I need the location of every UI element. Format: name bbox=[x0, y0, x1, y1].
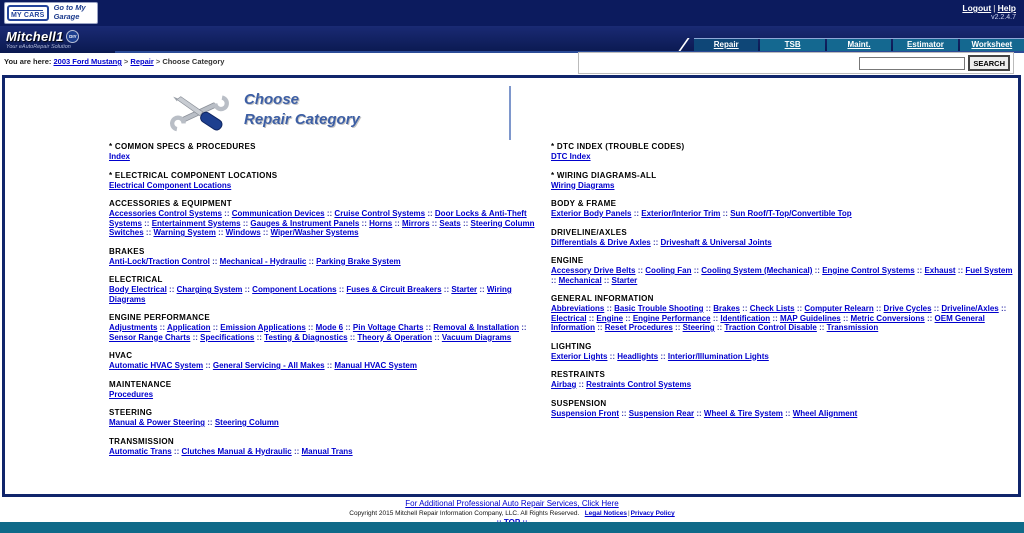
category-link[interactable]: Warning System bbox=[153, 228, 216, 237]
category-section bbox=[109, 408, 543, 428]
category-links bbox=[551, 238, 1013, 248]
link-separator: :: bbox=[359, 218, 370, 228]
license-plate-icon bbox=[7, 5, 49, 21]
category-link[interactable]: Fuel System bbox=[965, 266, 1013, 275]
category-links bbox=[551, 304, 1013, 333]
category-link[interactable]: Mirrors bbox=[402, 218, 430, 228]
search-panel bbox=[578, 52, 1014, 74]
category-link[interactable]: Charging System bbox=[176, 285, 243, 294]
category-links bbox=[551, 352, 1013, 362]
logo-tagline: Your eAutoRepair Solution bbox=[6, 44, 71, 50]
category-link[interactable]: Adjustments bbox=[109, 323, 158, 332]
category-link[interactable]: Procedures bbox=[109, 389, 154, 399]
category-links bbox=[109, 285, 543, 304]
category-section bbox=[109, 351, 543, 371]
link-separator: :: bbox=[392, 218, 403, 228]
main-content bbox=[2, 75, 1021, 497]
category-link[interactable]: Engine bbox=[596, 313, 624, 323]
category-heading: MAINTENANCE bbox=[109, 379, 172, 389]
category-column-left bbox=[109, 142, 543, 465]
category-section bbox=[551, 342, 1013, 362]
my-cars-label: MY CARS bbox=[11, 11, 45, 19]
link-separator: :: bbox=[710, 313, 721, 323]
link-separator: :: bbox=[794, 304, 805, 313]
category-column-right bbox=[551, 142, 1013, 465]
link-separator: :: bbox=[336, 285, 347, 294]
tab-worksheet[interactable]: Worksheet bbox=[960, 39, 1024, 51]
category-link[interactable]: Steering bbox=[682, 323, 715, 332]
session-links bbox=[962, 3, 1016, 21]
category-links bbox=[109, 181, 543, 191]
link-separator: :: bbox=[221, 209, 232, 218]
plate-decoration bbox=[13, 8, 43, 11]
category-links bbox=[551, 409, 1013, 419]
category-heading: LIGHTING bbox=[551, 341, 592, 351]
category-link[interactable]: Identification bbox=[720, 313, 771, 323]
category-link[interactable]: Accessory Drive Belts bbox=[551, 266, 636, 275]
category-heading: DRIVELINE/AXLES bbox=[551, 227, 628, 237]
category-link[interactable]: Restraints Control Systems bbox=[586, 380, 692, 389]
link-separator: :: bbox=[601, 275, 612, 285]
category-link[interactable]: Windows bbox=[225, 228, 261, 237]
category-link[interactable]: Automatic HVAC System bbox=[109, 361, 204, 370]
category-link[interactable]: Parking Brake System bbox=[316, 256, 401, 266]
link-separator: :: bbox=[209, 256, 220, 266]
category-link[interactable]: Driveshaft & Universal Joints bbox=[660, 237, 772, 247]
link-separator: :: bbox=[460, 218, 471, 228]
category-link[interactable]: Suspension Rear bbox=[628, 408, 695, 418]
category-link[interactable]: Manual HVAC System bbox=[334, 361, 417, 370]
link-separator: :: bbox=[873, 304, 884, 313]
link-separator: :: bbox=[166, 285, 177, 294]
category-link[interactable]: MAP Guidelines bbox=[779, 313, 841, 323]
link-separator: :: bbox=[607, 351, 618, 361]
tab-diagonal-decoration bbox=[676, 38, 692, 51]
link-separator: :: bbox=[205, 418, 215, 427]
category-link[interactable]: Testing & Diagnostics bbox=[264, 332, 348, 342]
tab-maint[interactable]: Maint. bbox=[827, 39, 891, 51]
header-divider bbox=[509, 86, 511, 140]
category-links bbox=[109, 152, 543, 162]
category-link[interactable]: Wiring Diagrams bbox=[551, 180, 615, 190]
link-separator: :: bbox=[291, 446, 302, 456]
category-link[interactable]: Cooling System (Mechanical) bbox=[701, 266, 813, 275]
link-separator: :: bbox=[190, 332, 201, 342]
search-input[interactable] bbox=[859, 57, 965, 70]
category-heading: ENGINE PERFORMANCE bbox=[109, 313, 210, 322]
link-separator: :: bbox=[840, 313, 851, 323]
category-link[interactable]: Accessories Control Systems bbox=[109, 209, 222, 218]
link-separator: :: bbox=[203, 361, 213, 370]
category-heading: * COMMON SPECS & PROCEDURES bbox=[109, 142, 256, 151]
category-links bbox=[551, 181, 1013, 191]
category-link[interactable]: Steering Column bbox=[214, 418, 279, 427]
help-link[interactable]: Help bbox=[997, 3, 1016, 13]
category-section bbox=[551, 399, 1013, 419]
link-separator: :: bbox=[720, 209, 731, 218]
category-link[interactable]: Headlights bbox=[617, 351, 659, 361]
link-separator: :: bbox=[260, 228, 271, 237]
category-link[interactable]: Anti-Lock/Traction Control bbox=[109, 256, 210, 266]
breadcrumb-separator: > bbox=[121, 57, 131, 66]
category-link[interactable]: Removal & Installation bbox=[433, 323, 520, 332]
category-links bbox=[109, 390, 543, 400]
category-link[interactable]: Gauges & Instrument Panels bbox=[250, 218, 360, 228]
category-heading: RESTRAINTS bbox=[551, 370, 606, 379]
category-link[interactable]: Door Locks & Anti-Theft Systems bbox=[109, 209, 527, 228]
category-link[interactable]: Clutches Manual & Hydraulic bbox=[181, 446, 292, 456]
category-link[interactable]: Fuses & Circuit Breakers bbox=[346, 285, 442, 294]
logout-link[interactable]: Logout bbox=[962, 3, 992, 13]
category-section bbox=[109, 380, 543, 400]
category-link[interactable]: Transmission bbox=[826, 323, 879, 332]
links-pipe: | bbox=[993, 3, 996, 13]
category-link[interactable]: Manual & Power Steering bbox=[109, 418, 206, 427]
category-link[interactable]: Starter bbox=[451, 285, 478, 294]
link-separator: :: bbox=[650, 237, 661, 247]
category-section bbox=[551, 171, 1013, 191]
breadcrumb-items bbox=[53, 57, 224, 66]
category-heading: * ELECTRICAL COMPONENT LOCATIONS bbox=[109, 170, 278, 180]
link-separator: :: bbox=[955, 266, 966, 275]
link-separator: :: bbox=[586, 313, 597, 323]
page-title-line2: Repair Category bbox=[244, 111, 360, 128]
category-link[interactable]: Computer Relearn bbox=[804, 304, 874, 313]
category-section bbox=[109, 199, 543, 238]
link-separator: :: bbox=[812, 266, 823, 275]
category-heading: SUSPENSION bbox=[551, 398, 607, 408]
link-separator: :: bbox=[519, 323, 527, 332]
mitchell1-logo bbox=[6, 29, 79, 50]
footer-pipe: | bbox=[627, 510, 630, 517]
category-link[interactable]: Steering Column Switches bbox=[109, 218, 535, 237]
category-link[interactable]: Application bbox=[166, 323, 211, 332]
category-heading: STEERING bbox=[109, 408, 153, 417]
link-separator: :: bbox=[816, 323, 827, 332]
category-heading: BRAKES bbox=[109, 246, 145, 256]
category-link[interactable]: Reset Procedures bbox=[604, 323, 673, 332]
link-separator: :: bbox=[240, 218, 251, 228]
link-separator: :: bbox=[324, 361, 335, 370]
category-heading: * DTC INDEX (TROUBLE CODES) bbox=[551, 142, 685, 151]
link-separator: :: bbox=[770, 313, 780, 323]
link-separator: :: bbox=[242, 285, 253, 294]
breadcrumb-row bbox=[0, 53, 1024, 75]
link-separator: :: bbox=[998, 304, 1007, 313]
category-heading: HVAC bbox=[109, 351, 133, 360]
breadcrumb-separator: > bbox=[153, 57, 163, 66]
category-section bbox=[551, 228, 1013, 248]
category-section bbox=[551, 370, 1013, 390]
category-section bbox=[109, 142, 543, 162]
category-link[interactable]: Metric Conversions bbox=[850, 313, 925, 323]
tab-bar bbox=[694, 38, 1024, 51]
category-heading: * WIRING DIAGRAMS-ALL bbox=[551, 170, 657, 180]
link-separator: :: bbox=[914, 266, 925, 275]
link-separator: :: bbox=[343, 323, 353, 332]
category-links bbox=[109, 447, 543, 457]
link-separator: :: bbox=[429, 218, 440, 228]
category-link[interactable]: Horns bbox=[369, 218, 393, 228]
category-links bbox=[109, 257, 543, 267]
footer bbox=[0, 497, 1024, 522]
category-link[interactable]: Emission Applications bbox=[220, 323, 306, 332]
tab-estimator[interactable]: Estimator bbox=[893, 39, 957, 51]
category-link[interactable]: Drive Cycles bbox=[883, 304, 932, 313]
category-link[interactable]: Electrical bbox=[551, 313, 587, 323]
category-link[interactable]: Manual Trans bbox=[301, 446, 353, 456]
category-section bbox=[551, 294, 1013, 333]
category-section bbox=[551, 142, 1013, 162]
page-title bbox=[244, 88, 360, 130]
search-button[interactable]: SEARCH bbox=[968, 55, 1010, 71]
category-link[interactable]: Wiper/Washer Systems bbox=[270, 228, 359, 237]
category-links bbox=[109, 209, 543, 238]
category-link[interactable]: Cooling Fan bbox=[645, 266, 692, 275]
crossed-tools-icon bbox=[168, 88, 230, 134]
logo-text: Mitchell1 bbox=[6, 29, 64, 44]
copyright-text: Copyright 2015 Mitchell Repair Information Company, LLC. All Rights Reserved. bbox=[349, 510, 580, 517]
link-separator: :: bbox=[739, 304, 750, 313]
category-link[interactable]: Sun Roof/T-Top/Convertible Top bbox=[730, 209, 852, 218]
breadcrumb-link[interactable]: 2003 Ford Mustang bbox=[53, 57, 122, 66]
bottom-bar bbox=[0, 522, 1024, 533]
link-separator: :: bbox=[141, 218, 152, 228]
category-links bbox=[551, 209, 1013, 219]
link-separator: :: bbox=[477, 285, 487, 294]
category-link[interactable]: Interior/Illumination Lights bbox=[667, 351, 769, 361]
link-separator: :: bbox=[658, 351, 668, 361]
category-link[interactable]: Electrical Component Locations bbox=[109, 180, 232, 190]
link-separator: :: bbox=[157, 323, 167, 332]
category-link[interactable]: Sensor Range Charts bbox=[109, 332, 191, 342]
link-separator: :: bbox=[782, 408, 793, 418]
category-link[interactable]: Automatic Trans bbox=[109, 446, 172, 456]
link-separator: :: bbox=[551, 275, 559, 285]
link-separator: :: bbox=[604, 304, 615, 313]
category-link[interactable]: Engine Performance bbox=[632, 313, 711, 323]
link-separator: :: bbox=[694, 408, 704, 418]
privacy-policy-link[interactable]: Privacy Policy bbox=[630, 510, 675, 517]
category-link[interactable]: Differentials & Drive Axles bbox=[551, 237, 651, 247]
link-separator: :: bbox=[254, 332, 265, 342]
version-label: v2.2.4.7 bbox=[991, 14, 1016, 21]
category-link[interactable]: Communication Devices bbox=[231, 209, 325, 218]
category-link[interactable]: Abbreviations bbox=[551, 304, 605, 313]
category-section bbox=[551, 199, 1013, 219]
link-separator: :: bbox=[703, 304, 714, 313]
breadcrumb-prefix: You are here: bbox=[4, 57, 52, 66]
link-separator: :: bbox=[215, 228, 226, 237]
category-heading: TRANSMISSION bbox=[109, 436, 174, 446]
category-link[interactable]: Exhaust bbox=[924, 266, 956, 275]
link-separator: :: bbox=[306, 256, 317, 266]
tab-tsb[interactable]: TSB bbox=[760, 39, 824, 51]
category-link[interactable]: General Servicing - All Makes bbox=[212, 361, 325, 370]
category-heading: ACCESSORIES & EQUIPMENT bbox=[109, 199, 232, 208]
breadcrumb-current: Choose Category bbox=[162, 57, 225, 66]
page-header bbox=[168, 88, 1018, 134]
category-link[interactable]: Mechanical - Hydraulic bbox=[219, 256, 307, 266]
link-separator: :: bbox=[631, 209, 642, 218]
breadcrumb-link[interactable]: Repair bbox=[130, 57, 154, 66]
category-link[interactable]: Suspension Front bbox=[551, 408, 619, 418]
breadcrumb bbox=[4, 57, 224, 66]
link-separator: :: bbox=[691, 266, 702, 275]
link-separator: :: bbox=[171, 446, 182, 456]
category-heading: ELECTRICAL bbox=[109, 275, 163, 284]
link-separator: :: bbox=[432, 332, 442, 342]
category-columns bbox=[109, 142, 1018, 465]
category-links bbox=[551, 380, 1013, 390]
category-link[interactable]: Brakes bbox=[713, 304, 740, 313]
category-link[interactable]: Mode 6 bbox=[315, 323, 344, 332]
category-section bbox=[109, 247, 543, 267]
category-link[interactable]: Check Lists bbox=[749, 304, 795, 313]
link-separator: :: bbox=[672, 323, 683, 332]
link-separator: :: bbox=[623, 313, 633, 323]
link-separator: :: bbox=[619, 408, 629, 418]
link-separator: :: bbox=[924, 313, 935, 323]
category-link[interactable]: OEM General Information bbox=[551, 313, 985, 332]
category-link[interactable]: Pin Voltage Charts bbox=[352, 323, 424, 332]
link-separator: :: bbox=[347, 332, 358, 342]
category-links bbox=[109, 323, 543, 342]
category-link[interactable]: Seats bbox=[439, 218, 461, 228]
category-links bbox=[109, 361, 543, 371]
category-link[interactable]: Theory & Operation bbox=[357, 332, 433, 342]
legal-notices-link[interactable]: Legal Notices bbox=[584, 510, 627, 517]
my-garage-button[interactable] bbox=[4, 2, 98, 24]
category-link[interactable]: Wheel Alignment bbox=[792, 408, 858, 418]
link-separator: :: bbox=[423, 323, 434, 332]
link-separator: :: bbox=[143, 228, 154, 237]
link-separator: :: bbox=[425, 209, 435, 218]
link-separator: :: bbox=[635, 266, 646, 275]
category-link[interactable]: Airbag bbox=[551, 380, 577, 389]
category-links bbox=[109, 418, 543, 428]
link-separator: :: bbox=[441, 285, 452, 294]
go-to-garage-label: Go to My Garage bbox=[53, 3, 86, 21]
category-link[interactable]: Body Electrical bbox=[109, 285, 167, 294]
category-links bbox=[551, 152, 1013, 162]
category-section bbox=[109, 171, 543, 191]
tab-repair[interactable]: Repair bbox=[694, 39, 758, 51]
category-section bbox=[551, 256, 1013, 285]
category-link[interactable]: Engine Control Systems bbox=[822, 266, 915, 275]
link-separator: :: bbox=[576, 380, 587, 389]
category-section bbox=[109, 275, 543, 304]
link-separator: :: bbox=[210, 323, 221, 332]
category-heading: GENERAL INFORMATION bbox=[551, 294, 654, 303]
link-separator: :: bbox=[305, 323, 316, 332]
category-link[interactable]: Exterior Body Panels bbox=[551, 209, 632, 218]
category-link[interactable]: DTC Index bbox=[551, 152, 591, 161]
top-bar bbox=[0, 0, 1024, 26]
link-separator: :: bbox=[324, 209, 335, 218]
additional-services-link[interactable]: For Additional Professional Auto Repair Services, Click Here bbox=[405, 499, 619, 508]
category-heading: BODY & FRAME bbox=[551, 199, 617, 208]
category-link[interactable]: Component Locations bbox=[252, 285, 337, 294]
link-separator: :: bbox=[931, 304, 942, 313]
category-link[interactable]: Driveline/Axles bbox=[941, 304, 999, 313]
link-separator: :: bbox=[595, 323, 605, 332]
page-title-line1: Choose bbox=[244, 91, 300, 108]
category-link[interactable]: Wiring Diagrams bbox=[109, 285, 512, 304]
category-heading: ENGINE bbox=[551, 256, 584, 265]
category-link[interactable]: Cruise Control Systems bbox=[334, 209, 426, 218]
category-link[interactable]: Exterior Lights bbox=[551, 351, 608, 361]
diy-badge-icon: DIY bbox=[66, 30, 79, 43]
category-link[interactable]: Entertainment Systems bbox=[151, 218, 241, 228]
category-link[interactable]: Index bbox=[109, 152, 130, 161]
category-link[interactable]: Exterior/Interior Trim bbox=[641, 209, 721, 218]
category-link[interactable]: Starter bbox=[611, 275, 638, 285]
category-link[interactable]: Wheel & Tire System bbox=[703, 408, 783, 418]
category-section bbox=[109, 437, 543, 457]
category-links bbox=[551, 266, 1013, 285]
category-link[interactable]: Basic Trouble Shooting bbox=[614, 304, 704, 313]
category-section bbox=[109, 313, 543, 342]
category-link[interactable]: Mechanical bbox=[558, 275, 602, 285]
category-link[interactable]: Specifications bbox=[200, 332, 255, 342]
category-link[interactable]: Traction Control Disable bbox=[724, 323, 817, 332]
category-link[interactable]: Vacuum Diagrams bbox=[441, 332, 512, 342]
link-separator: :: bbox=[714, 323, 725, 332]
